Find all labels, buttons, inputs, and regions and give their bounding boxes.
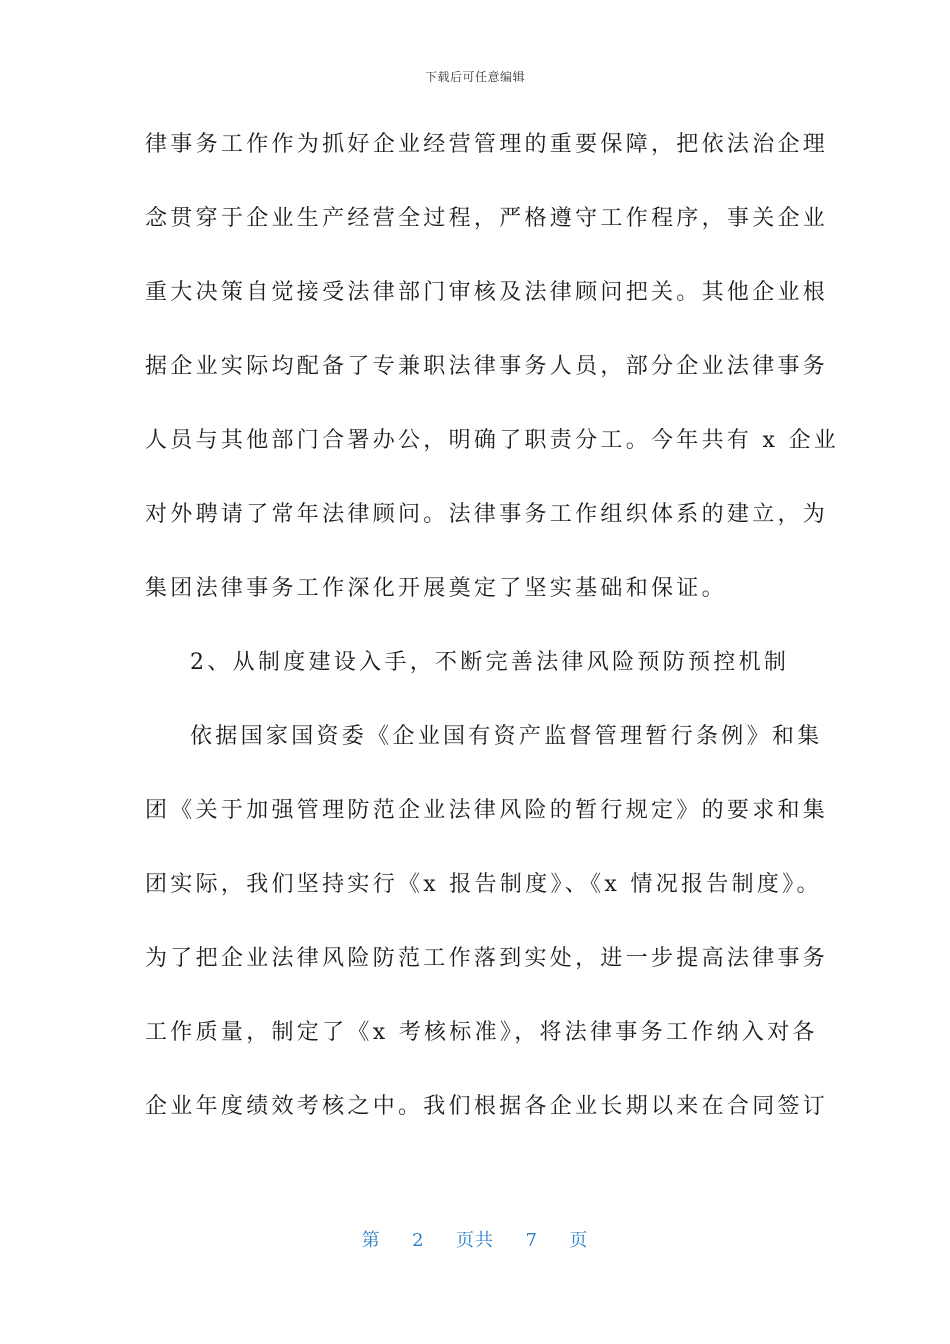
total-pages-number: 7 <box>525 1230 538 1251</box>
paragraph-line: 企业年度绩效考核之中。我们根据各企业长期以来在合同签订 <box>145 1094 829 1119</box>
section-heading: 2、从制度建设入手，不断完善法律风险预防预控机制 <box>190 650 790 675</box>
current-page-number: 2 <box>412 1230 425 1251</box>
page-footer <box>0 1226 950 1252</box>
page-header: 下载后可任意编辑 <box>424 70 525 84</box>
paragraph-line: 团实际，我们坚持实行《x 报告制度》、《x 情况报告制度》。 <box>145 872 822 897</box>
paragraph-line: 重大决策自觉接受法律部门审核及法律顾问把关。其他企业根 <box>145 280 829 305</box>
paragraph-line: 团《关于加强管理防范企业法律风险的暂行规定》的要求和集 <box>145 798 829 823</box>
paragraph-line: 人员与其他部门合署办公，明确了职责分工。今年共有 x 企业 <box>145 428 840 453</box>
document-body <box>145 120 840 1156</box>
paragraph-line: 对外聘请了常年法律顾问。法律事务工作组织体系的建立，为 <box>145 502 829 527</box>
paragraph-line: 念贯穿于企业生产经营全过程，严格遵守工作程序，事关企业 <box>145 206 829 231</box>
paragraph-line: 集团法律事务工作深化开展奠定了坚实基础和保证。 <box>145 576 727 601</box>
paragraph-line: 工作质量，制定了《x 考核标准》，将法律事务工作纳入对各 <box>145 1020 818 1045</box>
footer-middle: 页共 <box>456 1230 494 1251</box>
paragraph-line: 据企业实际均配备了专兼职法律事务人员，部分企业法律事务 <box>145 354 829 379</box>
paragraph-line: 为了把企业法律风险防范工作落到实处，进一步提高法律事务 <box>145 946 829 971</box>
footer-prefix: 第 <box>361 1230 381 1251</box>
paragraph-line: 律事务工作作为抓好企业经营管理的重要保障，把依法治企理 <box>145 132 829 157</box>
paragraph-line: 依据国家国资委《企业国有资产监督管理暂行条例》和集 <box>190 724 823 749</box>
footer-suffix: 页 <box>569 1230 589 1251</box>
